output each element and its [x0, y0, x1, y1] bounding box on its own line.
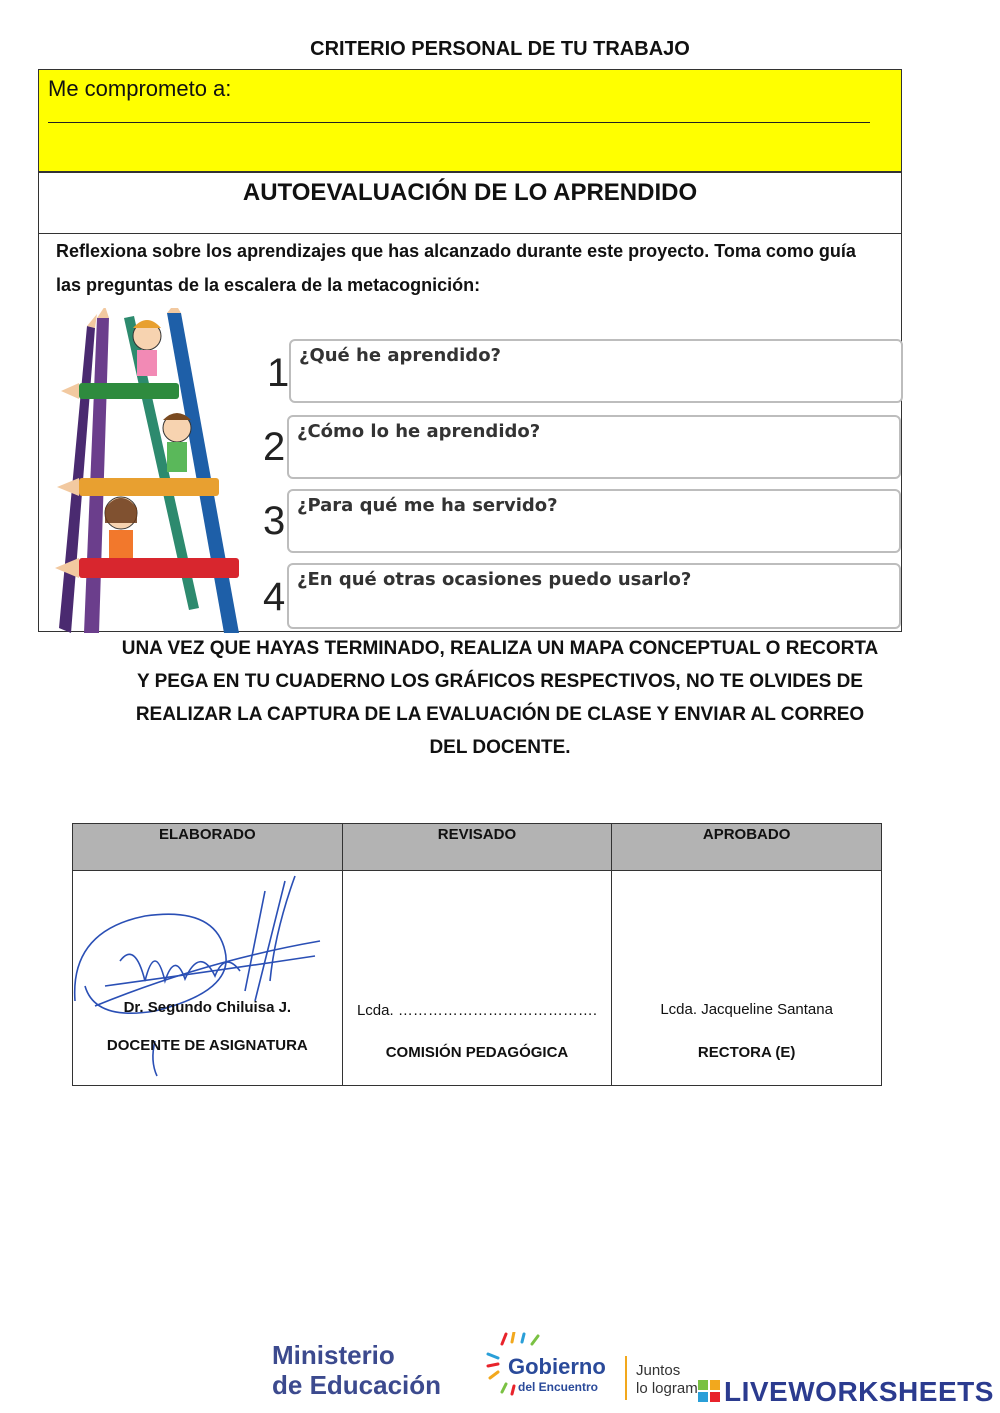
commitment-box [38, 69, 902, 172]
ministry-line-2: de Educación [272, 1370, 442, 1400]
header-elaborado: ELABORADO [73, 824, 343, 871]
header-aprobado: APROBADO [612, 824, 882, 871]
government-slogan [636, 1362, 698, 1398]
question-box-4[interactable] [287, 563, 901, 629]
header-revisado: REVISADO [342, 824, 612, 871]
signature-cell-revisado [342, 871, 612, 1086]
signature-cell-elaborado [73, 871, 343, 1086]
government-name: Gobierno [508, 1354, 606, 1379]
revisado-name: Lcda. …………………………………. [356, 1002, 597, 1019]
aprobado-name: Lcda. Jacqueline Santana [660, 1001, 833, 1018]
signature-table [72, 823, 882, 1086]
question-number-4: 4 [263, 575, 286, 619]
commitment-label: Me comprometo a: [48, 76, 232, 101]
slogan-line-1: Juntos [636, 1362, 681, 1379]
question-number-2: 2 [263, 425, 286, 469]
government-subtitle: del Encuentro [518, 1380, 599, 1394]
ministry-line-1: Ministerio [272, 1340, 395, 1370]
reflection-intro: Reflexiona sobre los aprendizajes que has alcanzado durante este proyecto. Toma como guía las preguntas de la escalera de la metacognición: [56, 241, 856, 295]
question-number-3: 3 [263, 499, 286, 543]
question-box-1[interactable] [289, 339, 903, 403]
question-text-1: ¿Qué he aprendido? [299, 345, 501, 366]
signature-cell-aprobado [612, 871, 882, 1086]
page-title: CRITERIO PERSONAL DE TU TRABAJO [310, 38, 690, 60]
question-text-4: ¿En qué otras ocasiones puedo usarlo? [297, 569, 692, 590]
question-box-2[interactable] [287, 415, 901, 479]
elaborado-name: Dr. Segundo Chiluisa J. [123, 999, 292, 1016]
question-text-3: ¿Para qué me ha servido? [297, 495, 558, 516]
question-box-3[interactable] [287, 489, 901, 553]
self-evaluation-title: AUTOEVALUACIÓN DE LO APRENDIDO [242, 179, 698, 206]
pencil-ladder-illustration [39, 308, 269, 633]
liveworksheets-watermark: LIVEWORKSHEETS [724, 1376, 994, 1407]
slogan-line-2: lo logram [636, 1380, 698, 1397]
commitment-write-line[interactable] [48, 112, 870, 123]
elaborado-role: DOCENTE DE ASIGNATURA [106, 1037, 308, 1054]
ministry-logo [272, 1340, 441, 1400]
instructions-text: UNA VEZ QUE HAYAS TERMINADO, REALIZA UN MAPA CONCEPTUAL O RECORTA Y PEGA EN TU CUADERNO LOS GRÁFICOS RESPECTIVOS, NO TE OLVIDES DE REALIZAR LA CAPTURA DE LA EVALUACIÓN DE CLASE Y ENVIAR AL CORREO DEL DOCENTE. [121, 638, 879, 758]
aprobado-role: RECTORA (E) [697, 1044, 796, 1061]
question-text-2: ¿Cómo lo he aprendido? [297, 421, 541, 442]
question-number-1: 1 [267, 351, 290, 395]
liveworksheets-logo-icon [698, 1380, 720, 1402]
revisado-role: COMISIÓN PEDAGÓGICA [385, 1044, 569, 1061]
self-evaluation-section [38, 172, 902, 632]
